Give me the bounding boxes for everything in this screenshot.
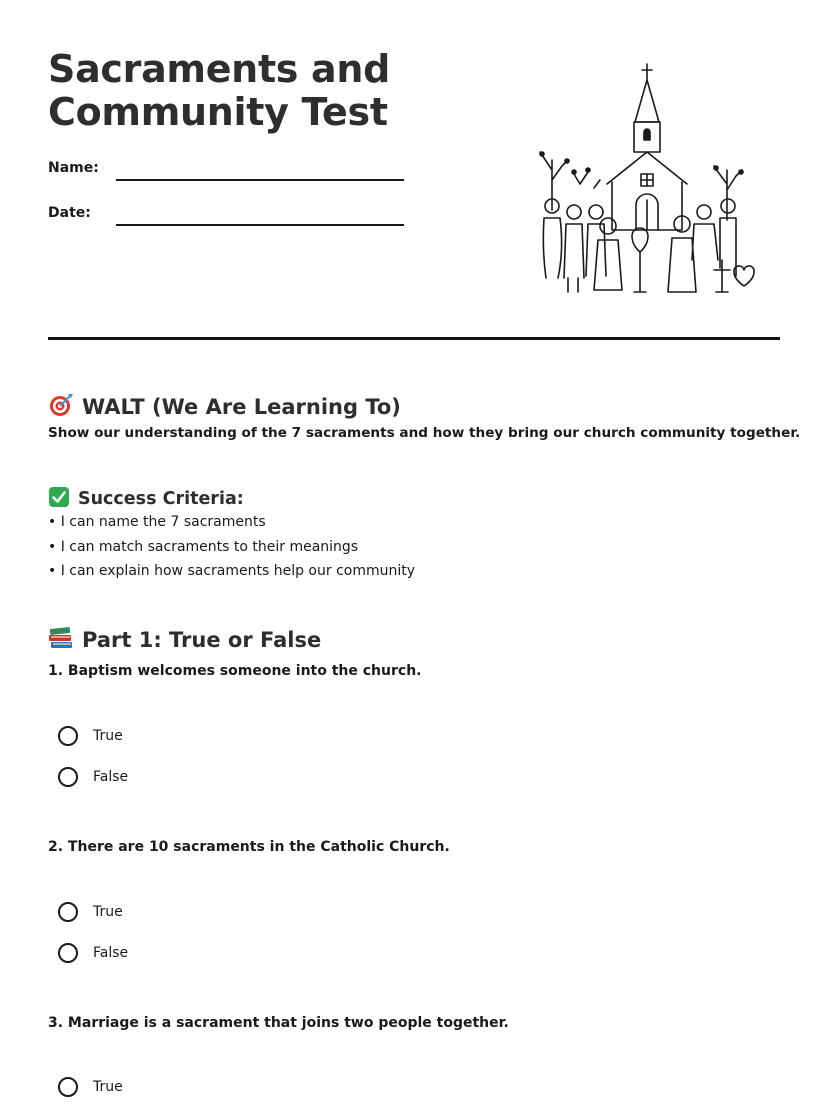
radio-button[interactable] xyxy=(58,767,78,787)
books-icon xyxy=(48,625,74,654)
name-blank-line[interactable] xyxy=(116,179,404,181)
success-criteria-heading-text: Success Criteria: xyxy=(78,489,244,509)
date-blank-line[interactable] xyxy=(116,224,404,226)
question-2: 2. There are 10 sacraments in the Catholic Church. xyxy=(48,839,450,855)
question-1: 1. Baptism welcomes someone into the church. xyxy=(48,663,422,679)
target-icon xyxy=(48,391,74,422)
list-item: • I can match sacraments to their meanings xyxy=(48,538,359,555)
q1-option-true[interactable] xyxy=(58,726,123,746)
walt-heading xyxy=(48,391,401,422)
success-criteria-list xyxy=(48,512,415,586)
list-item: • I can name the 7 sacraments xyxy=(48,514,266,530)
option-label: True xyxy=(93,1079,123,1095)
radio-button[interactable] xyxy=(58,1077,78,1097)
q2-option-true[interactable] xyxy=(58,902,123,922)
church-community-illustration xyxy=(522,60,758,304)
q2-option-false[interactable] xyxy=(58,943,128,963)
question-3: 3. Marriage is a sacrament that joins two people together. xyxy=(48,1015,509,1031)
radio-button[interactable] xyxy=(58,726,78,746)
option-label: True xyxy=(93,904,123,920)
walt-heading-text: WALT (We Are Learning To) xyxy=(82,394,401,419)
q1-option-false[interactable] xyxy=(58,767,128,787)
radio-button[interactable] xyxy=(58,902,78,922)
radio-button[interactable] xyxy=(58,943,78,963)
list-item: • I can explain how sacraments help our community xyxy=(48,563,416,579)
option-label: True xyxy=(93,728,123,744)
check-box-icon xyxy=(48,486,70,513)
walt-statement: Show our understanding of the 7 sacraments and how they bring our church community together. xyxy=(48,425,801,441)
section-divider xyxy=(48,337,780,340)
date-label: Date: xyxy=(48,205,91,221)
option-label: False xyxy=(93,945,129,961)
success-criteria-heading xyxy=(48,486,244,513)
q3-option-true[interactable] xyxy=(58,1077,123,1097)
name-label: Name: xyxy=(48,160,99,176)
part1-heading xyxy=(48,625,321,654)
part1-heading-text: Part 1: True or False xyxy=(82,627,322,652)
option-label: False xyxy=(93,769,129,785)
page-title: Sacraments and Community Test xyxy=(48,47,391,134)
